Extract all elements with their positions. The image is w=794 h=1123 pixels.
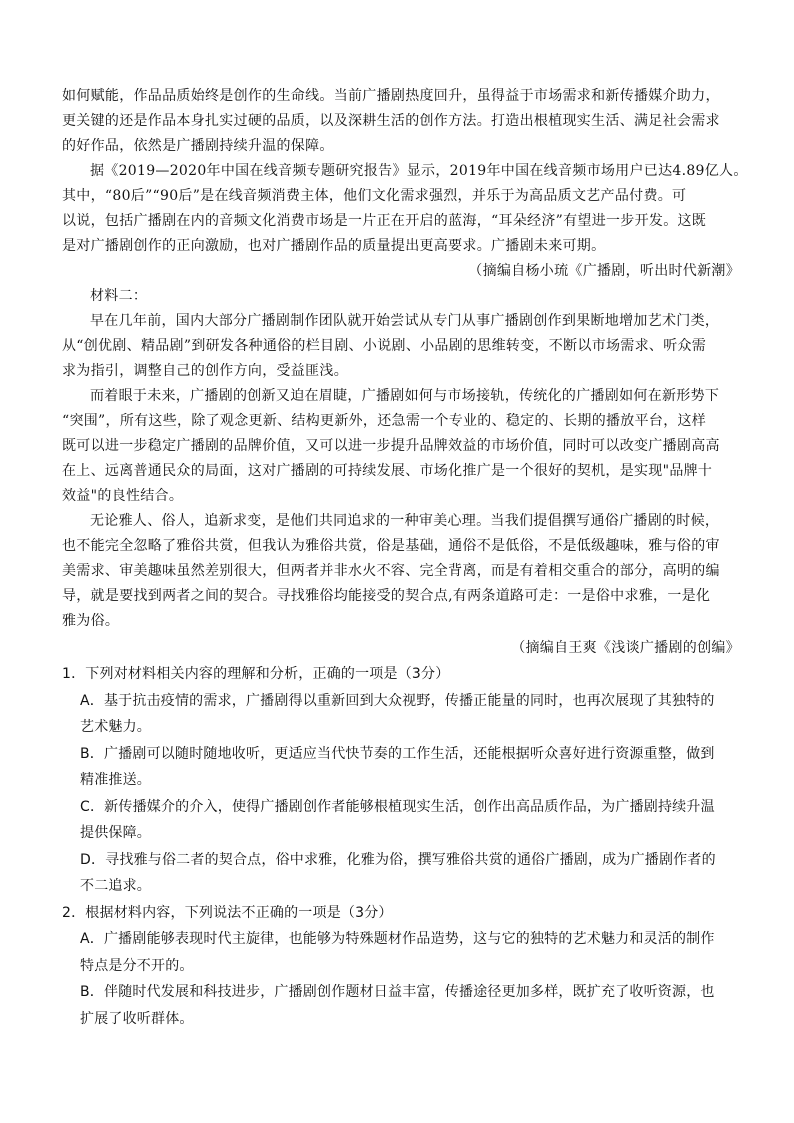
material-two-heading: 材料二： — [90, 288, 148, 304]
text-line: 在上、远离普通民众的局面，这对广播剧的可持续发展、市场化推广是一个很好的契机，是实现"品牌十 — [62, 463, 713, 479]
text-line: 以说，包括广播剧在内的音频文化消费市场是一片正在开启的蓝海，“耳朵经济”有望进一步开发。这既 — [62, 213, 707, 229]
text-line: 导，就是要找到两者之间的契合。寻找雅俗均能接受的契合点,有两条道路可走：一是俗中求雅，一是化 — [62, 588, 711, 604]
text-line: 雅为俗。 — [62, 613, 120, 629]
material-two-source: （摘编自王爽《浅谈广播剧的创编》 — [511, 640, 740, 656]
text-line: 既可以进一步稳定广播剧的品牌价值，又可以进一步提升品牌效益的市场价值，同时可以改变广播剧高高 — [62, 438, 720, 454]
text-line: 也不能完全忽略了雅俗共赏，但我认为雅俗共赏，俗是基础，通俗不是低俗，不是低级趣味，雅与俗的审 — [62, 538, 720, 554]
option-b: B．广播剧可以随时随地收听，更适应当代快节奏的工作生活，还能根据听众喜好进行资源重整，做到 — [80, 745, 715, 762]
question-stem: 2．根据材料内容，下列说法不正确的一项是（3分） — [62, 904, 393, 921]
option-a-continued: 艺术魅力。 — [80, 719, 151, 735]
option-c-continued: 提供保障。 — [80, 825, 151, 841]
material-two-paragraph-1 — [62, 309, 742, 384]
option-b-continued: 精准推送。 — [80, 772, 151, 788]
text-line: 而着眼于未来，广播剧的创新又迫在眉睫，广播剧如何与市场接轨，传统化的广播剧如何在新形势下 — [90, 388, 720, 404]
text-line: 从“创优剧、精品剧”到研发各种通俗的栏目剧、小说剧、小品剧的思维转变，不断以市场需求、听众需 — [62, 338, 707, 354]
option-a: A．基于抗击疫情的需求，广播剧得以重新回到大众视野，传播正能量的同时，也再次展现了其独特的 — [80, 692, 715, 709]
material-one-paragraph-continued — [62, 84, 742, 159]
text-line: 美需求、审美趣味虽然差别很大，但两者并非水火不容、完全背离，而是有着相交重合的部分，高明的编 — [62, 563, 720, 579]
option-c: C．新传播媒介的介入，使得广播剧创作者能够根植现实生活，创作出高品质作品，为广播剧持续升温 — [80, 798, 715, 815]
material-two-paragraph-3 — [62, 509, 742, 634]
option-a-continued: 特点是分不开的。 — [80, 957, 194, 974]
question-2 — [62, 900, 742, 1033]
text-line: 据《2019—2020年中国在线音频专题研究报告》显示，2019年中国在线音频市场用户已达4.89亿人。 — [90, 163, 748, 179]
material-one-paragraph-2 — [62, 159, 748, 259]
text-line: 其中，“80后”“90后”是在线音频消费主体，他们文化需求强烈，并乐于为高品质文艺产品付费。可 — [62, 188, 687, 204]
text-line: 如何赋能，作品品质始终是创作的生命线。当前广播剧热度回升，虽得益于市场需求和新传播媒介助力， — [62, 88, 720, 104]
exam-page — [62, 84, 748, 1032]
text-line: 求为指引，调整自己的创作方向，受益匪浅。 — [62, 363, 348, 379]
text-line: 更关键的还是作品本身扎实过硬的品质，以及深耕生活的创作方法。打造出根植现实生活、满足社会需求 — [62, 113, 720, 129]
text-line: 无论雅人、俗人，追新求变，是他们共同追求的一种审美心理。当我们提倡撰写通俗广播剧的时候， — [90, 513, 720, 529]
material-two-paragraph-2 — [62, 384, 742, 509]
option-b: B．伴随时代发展和科技进步，广播剧创作题材日益丰富，传播途径更加多样，既扩充了收听资源，也 — [80, 984, 715, 1000]
option-b-continued: 扩展了收听群体。 — [80, 1010, 194, 1027]
text-line: “突围”，所有这些，除了观念更新、结构更新外，还急需一个专业的、稳定的、长期的播放平台，这样 — [62, 413, 707, 429]
text-line: 效益"的良性结合。 — [62, 488, 184, 504]
question-1 — [62, 661, 742, 900]
text-line: 是对广播剧创作的正向激励，也对广播剧作品的质量提出更高要求。广播剧未来可期。 — [62, 238, 606, 254]
option-d-continued: 不二追求。 — [80, 878, 151, 894]
text-line: 早在几年前，国内大部分广播剧制作团队就开始尝试从专门从事广播剧创作到果断地增加艺术门类， — [90, 313, 720, 329]
option-d: D．寻找雅与俗二者的契合点，俗中求雅，化雅为俗，撰写雅俗共赏的通俗广播剧，成为广播剧作者的 — [80, 851, 716, 868]
option-a: A．广播剧能够表现时代主旋律，也能够为特殊题材作品造势，这与它的独特的艺术魅力和灵活的制作 — [80, 931, 715, 947]
material-one-source: （摘编自杨小琉《广播剧，听出时代新潮》 — [468, 263, 740, 279]
question-stem: 1．下列对材料相关内容的理解和分析，正确的一项是（3分） — [62, 666, 450, 682]
text-line: 的好作品，依然是广播剧持续升温的保障。 — [62, 138, 334, 154]
